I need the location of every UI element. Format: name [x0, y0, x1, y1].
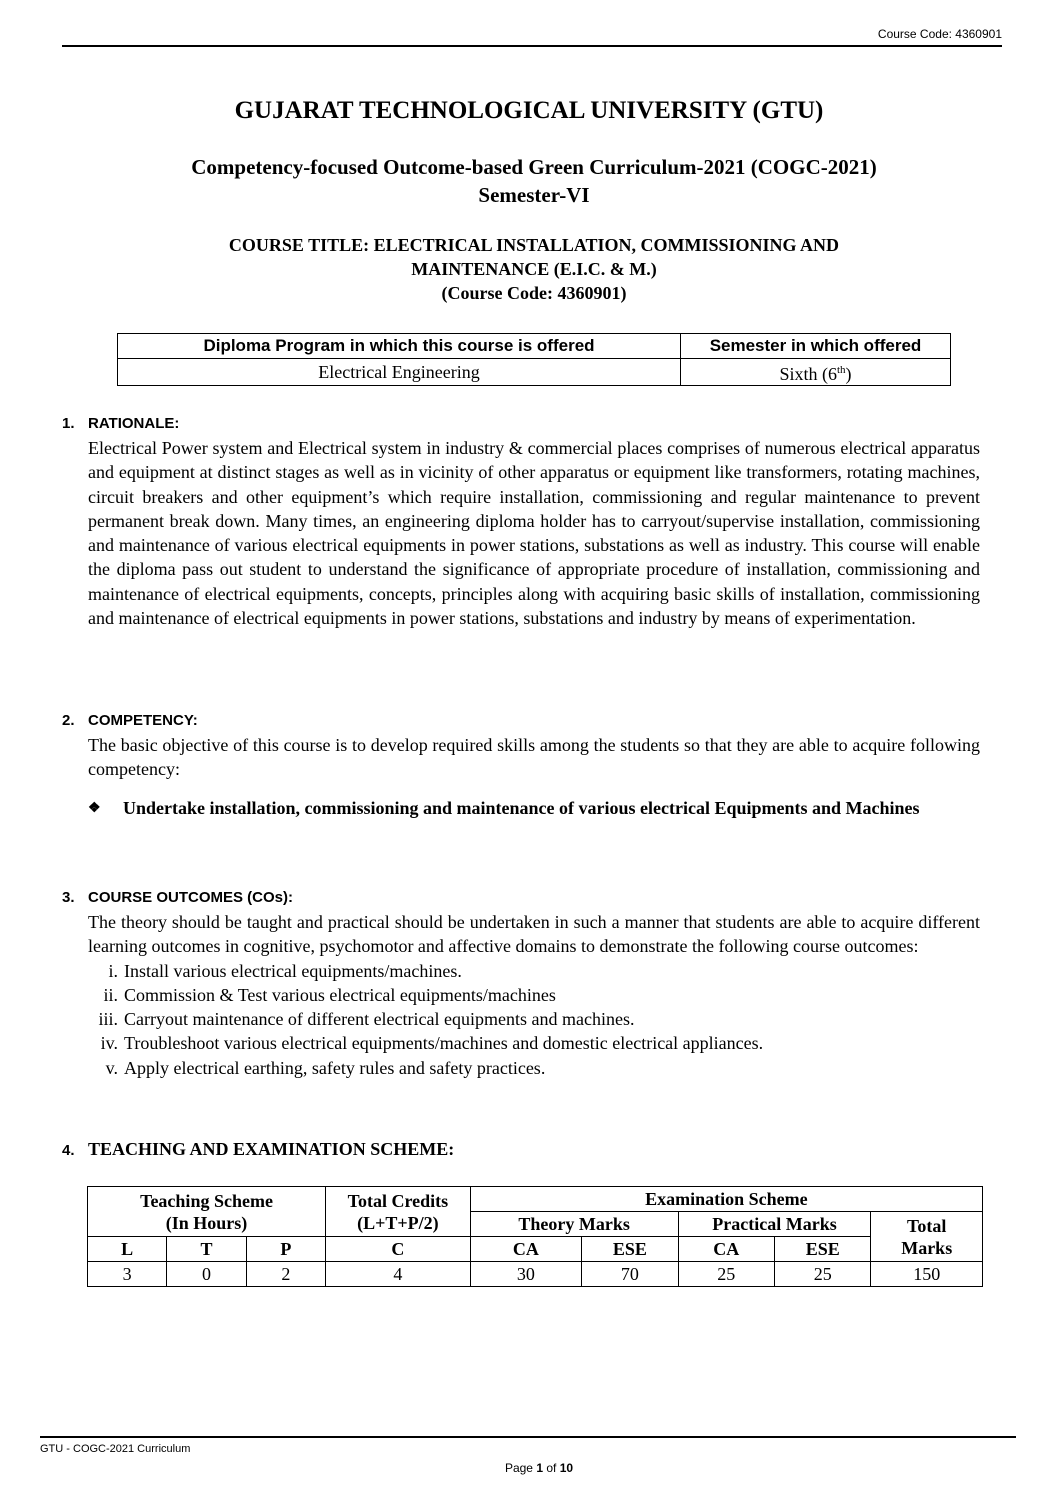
list-item: iv. Troubleshoot various electrical equipments/machines and domestic electrical appliances. — [100, 1033, 764, 1054]
list-item: iii. Carryout maintenance of different electrical equipments and machines. — [98, 1009, 635, 1030]
col-p: P — [246, 1237, 325, 1262]
semester-value: Sixth (6th) — [681, 359, 951, 386]
section-heading: 1. RATIONALE: — [62, 415, 180, 432]
teaching-scheme-header: Teaching Scheme (In Hours) — [88, 1187, 326, 1237]
total-credits-header: Total Credits (L+T+P/2) — [326, 1187, 471, 1237]
list-item: v. Apply electrical earthing, safety rules and safety practices. — [105, 1057, 546, 1078]
header-divider — [62, 45, 1002, 47]
diamond-bullet-icon: ❖ — [88, 800, 101, 816]
col-theory-ca: CA — [470, 1237, 581, 1262]
section-heading: 4. TEACHING AND EXAMINATION SCHEME: — [62, 1139, 455, 1159]
course-title-line-3: (Course Code: 4360901) — [441, 283, 627, 303]
col-c: C — [326, 1237, 471, 1262]
competency-text: The basic objective of this course is to develop required skills among the students so that they are able to acquire following competency: — [88, 735, 980, 780]
header-course-code: Course Code: 4360901 — [877, 27, 1002, 41]
course-title-line-1: COURSE TITLE: ELECTRICAL INSTALLATION, COMMISSIONING AND — [228, 235, 840, 255]
section-competency — [62, 709, 980, 821]
subtitle-line-2: Semester-VI — [478, 183, 590, 207]
total-marks-header: Total Marks — [871, 1212, 983, 1262]
outcomes-list — [62, 959, 980, 1080]
footer-curriculum-label: GTU - COGC-2021 Curriculum — [40, 1443, 191, 1455]
col-l: L — [88, 1237, 167, 1262]
col-theory-ese: ESE — [582, 1237, 678, 1262]
section-heading: 3. COURSE OUTCOMES (COs): — [62, 889, 294, 906]
col-t: T — [167, 1237, 246, 1262]
exam-scheme-header: Examination Scheme — [470, 1187, 982, 1212]
page-number: Page 1 of 10 — [504, 1461, 574, 1475]
col-practical-ca: CA — [678, 1237, 774, 1262]
page-title: GUJARAT TECHNOLOGICAL UNIVERSITY (GTU) — [234, 97, 824, 124]
section-scheme — [62, 1137, 980, 1163]
program-header: Diploma Program in which this course is offered — [118, 334, 681, 359]
course-title — [0, 233, 1058, 305]
semester-header: Semester in which offered — [681, 334, 951, 359]
scheme-table — [87, 1186, 983, 1287]
section-course-outcomes — [62, 886, 980, 1080]
table-row: 3 0 2 4 30 70 25 25 150 — [88, 1262, 983, 1287]
curriculum-subtitle — [0, 153, 1058, 209]
section-heading: 2. COMPETENCY: — [62, 712, 198, 729]
theory-marks-header: Theory Marks — [470, 1212, 678, 1237]
rationale-text: Electrical Power system and Electrical system in industry & commercial places comprises of numerous electrical apparatus and equipment at distinct stages as well as in vicinity of other apparatus or equipment like transformers, rotating machines, circuit breakers and other equipment’s which require installation, commissioning and regular maintenance to prevent permanent break down. Many times, an engineering diploma holder has to carryout/supervise installation, commissioning and maintenance of various electrical equipments in power stations, substations as well as industry. This course will enable the diploma pass out student to understand the significance of appropriate procedure of installation, commissioning and maintenance of electrical equipments, concepts, principles along with acquiring basic skills of installation, commissioning and maintenance of electrical equipments in power stations, substations and industry by means of experimentation. — [88, 438, 980, 629]
section-rationale — [62, 412, 980, 630]
practical-marks-header: Practical Marks — [678, 1212, 871, 1237]
course-title-line-2: MAINTENANCE (E.I.C. & M.) — [411, 259, 657, 279]
program-value: Electrical Engineering — [118, 359, 681, 386]
outcomes-intro: The theory should be taught and practical should be undertaken in such a manner that students are able to acquire different learning outcomes in cognitive, psychomotor and affective domains to demonstrate the following course outcomes: — [88, 912, 980, 957]
program-table — [117, 333, 951, 386]
subtitle-line-1: Competency-focused Outcome-based Green Curriculum-2021 (COGC-2021) — [191, 155, 877, 179]
footer-divider — [40, 1436, 1016, 1438]
competency-bullet: ❖ Undertake installation, commissioning and maintenance of various electrical Equipments and Machines — [88, 796, 980, 821]
list-item: ii. Commission & Test various electrical equipments/machines — [103, 984, 556, 1005]
col-practical-ese: ESE — [775, 1237, 871, 1262]
list-item: i. Install various electrical equipments/machines. — [108, 960, 462, 981]
